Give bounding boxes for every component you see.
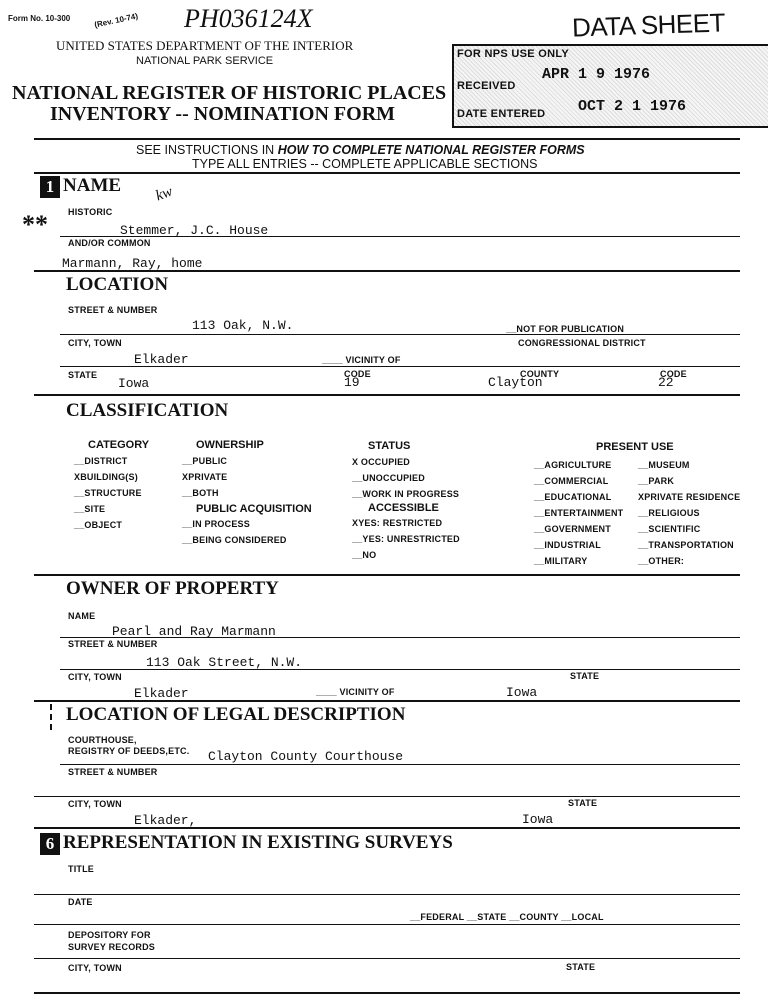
use-agriculture: __AGRICULTURE bbox=[534, 460, 612, 470]
legal-city-value: Elkader, bbox=[134, 813, 197, 828]
category-object: __OBJECT bbox=[74, 520, 123, 530]
owner-name-value: Pearl and Ray Marmann bbox=[112, 624, 276, 639]
data-sheet-label: DATA SHEET bbox=[571, 7, 726, 43]
county-label: COUNTY bbox=[520, 369, 560, 379]
legal-street-label: STREET & NUMBER bbox=[68, 767, 158, 777]
use-educational: __EDUCATIONAL bbox=[534, 492, 612, 502]
street-line bbox=[60, 334, 740, 335]
use-private-residence: XPRIVATE RESIDENCE bbox=[638, 492, 741, 502]
location-section-heading: LOCATION bbox=[66, 274, 169, 295]
department-name: UNITED STATES DEPARTMENT OF THE INTERIOR bbox=[56, 38, 354, 53]
ownership-private: XPRIVATE bbox=[182, 472, 228, 482]
instructions-prefix: SEE INSTRUCTIONS IN bbox=[136, 143, 278, 157]
owner-city-value: Elkader bbox=[134, 686, 189, 701]
use-park: __PARK bbox=[638, 476, 675, 486]
state-label: STATE bbox=[68, 370, 98, 380]
survey-levels: __FEDERAL __STATE __COUNTY __LOCAL bbox=[410, 912, 604, 922]
owner-state-value: Iowa bbox=[506, 685, 538, 700]
received-date-stamp: APR 1 9 1976 bbox=[542, 66, 651, 83]
legal-description-heading: LOCATION OF LEGAL DESCRIPTION bbox=[66, 704, 406, 725]
status-occupied: X OCCUPIED bbox=[352, 457, 411, 467]
street-number-value: 113 Oak, N.W. bbox=[192, 318, 294, 333]
nps-box-heading: FOR NPS USE ONLY bbox=[457, 48, 569, 60]
registry-of-deeds-label: REGISTRY OF DEEDS,ETC. bbox=[68, 746, 190, 756]
instructions-line1 bbox=[136, 143, 585, 157]
owner-street-line bbox=[60, 669, 740, 670]
ownership-public: __PUBLIC bbox=[182, 456, 228, 466]
instructions-line2: TYPE ALL ENTRIES -- COMPLETE APPLICABLE SECTIONS bbox=[192, 157, 538, 171]
category-structure: __STRUCTURE bbox=[74, 488, 142, 498]
accessible-no: __NO bbox=[352, 550, 377, 560]
ownership-column bbox=[182, 439, 312, 548]
use-military: __MILITARY bbox=[534, 556, 588, 566]
margin-bracket-mark bbox=[50, 704, 52, 730]
survey-state-label: STATE bbox=[566, 962, 596, 972]
present-use-column-b bbox=[638, 457, 740, 569]
historic-label: HISTORIC bbox=[68, 207, 113, 217]
historic-name-value: Stemmer, J.C. House bbox=[120, 223, 269, 238]
state-value: Iowa bbox=[118, 376, 150, 391]
ownership-heading: OWNERSHIP bbox=[196, 439, 264, 451]
use-entertainment: __ENTERTAINMENT bbox=[534, 508, 624, 518]
category-heading: CATEGORY bbox=[88, 439, 150, 451]
form-number: Form No. 10-300 bbox=[8, 14, 71, 23]
present-use-column-a bbox=[534, 457, 623, 569]
courthouse-value: Clayton County Courthouse bbox=[208, 749, 404, 764]
form-title-line1: NATIONAL REGISTER OF HISTORIC PLACES bbox=[12, 82, 447, 104]
accessible-yes-unrestricted: __YES: UNRESTRICTED bbox=[352, 534, 460, 544]
category-site: __SITE bbox=[74, 504, 106, 514]
county-code-value: 22 bbox=[658, 375, 674, 390]
depository-label-line1: DEPOSITORY FOR bbox=[68, 930, 151, 940]
category-column bbox=[74, 439, 149, 533]
city-value: Elkader bbox=[134, 352, 189, 367]
county-value: Clayton bbox=[488, 375, 543, 390]
name-section-title: NAME bbox=[63, 175, 122, 196]
use-museum: __MUSEUM bbox=[638, 460, 690, 470]
use-other: __OTHER: bbox=[638, 556, 685, 566]
classification-section-bottom bbox=[34, 574, 740, 576]
state-code-value: 19 bbox=[344, 375, 360, 390]
present-use-heading: PRESENT USE bbox=[596, 441, 674, 453]
status-work-in-progress: __WORK IN PROGRESS bbox=[352, 489, 460, 499]
owner-vicinity-text: VICINITY OF bbox=[339, 687, 395, 697]
form-title-line2: INVENTORY -- NOMINATION FORM bbox=[50, 103, 396, 125]
ownership-both: __BOTH bbox=[182, 488, 219, 498]
name-section-heading bbox=[40, 175, 121, 198]
name-section-bottom bbox=[34, 270, 740, 272]
surveys-section-heading bbox=[40, 832, 453, 855]
acquisition-being-considered: __BEING CONSIDERED bbox=[182, 535, 287, 545]
instructions-divider bbox=[34, 172, 740, 174]
owner-state-label: STATE bbox=[570, 671, 600, 681]
use-government: __GOVERNMENT bbox=[534, 524, 611, 534]
legal-state-value: Iowa bbox=[522, 812, 554, 827]
use-religious: __RELIGIOUS bbox=[638, 508, 700, 518]
status-column bbox=[352, 440, 460, 563]
surveys-section-bottom bbox=[34, 992, 740, 994]
owner-name-line bbox=[60, 637, 740, 638]
category-buildings: XBUILDING(S) bbox=[74, 472, 138, 482]
street-number-label: STREET & NUMBER bbox=[68, 305, 158, 315]
surveys-section-title: REPRESENTATION IN EXISTING SURVEYS bbox=[63, 832, 453, 853]
not-for-publication: __NOT FOR PUBLICATION bbox=[506, 324, 625, 334]
date-entered-stamp: OCT 2 1 1976 bbox=[578, 98, 687, 115]
legal-street-line bbox=[34, 796, 740, 797]
owner-street-label: STREET & NUMBER bbox=[68, 639, 158, 649]
owner-street-value: 113 Oak Street, N.W. bbox=[146, 655, 303, 670]
use-scientific: __SCIENTIFIC bbox=[638, 524, 701, 534]
owner-city-label: CITY, TOWN bbox=[68, 672, 122, 682]
accessible-yes-restricted: XYES: RESTRICTED bbox=[352, 518, 443, 528]
public-acquisition-heading: PUBLIC ACQUISITION bbox=[196, 503, 312, 515]
accessible-heading: ACCESSIBLE bbox=[368, 502, 439, 514]
common-name-value: Marmann, Ray, home bbox=[62, 256, 203, 271]
county-code-label: CODE bbox=[660, 369, 687, 379]
status-heading: STATUS bbox=[368, 440, 411, 452]
section-number-1: 1 bbox=[40, 176, 60, 198]
use-commercial: __COMMERCIAL bbox=[534, 476, 609, 486]
city-town-label: CITY, TOWN bbox=[68, 338, 122, 348]
category-district: __DISTRICT bbox=[74, 456, 128, 466]
handwritten-reference-number: PH036124X bbox=[184, 4, 313, 33]
courthouse-line bbox=[60, 764, 740, 765]
survey-city-label: CITY, TOWN bbox=[68, 963, 122, 973]
depository-label-line2: SURVEY RECORDS bbox=[68, 942, 155, 952]
owner-name-label: NAME bbox=[68, 611, 96, 621]
status-unoccupied: __UNOCCUPIED bbox=[352, 473, 425, 483]
legal-section-bottom bbox=[34, 827, 740, 829]
historic-line bbox=[60, 236, 740, 237]
section-number-6: 6 bbox=[40, 833, 60, 855]
congressional-district-label: CONGRESSIONAL DISTRICT bbox=[518, 338, 646, 348]
state-code-label: CODE bbox=[344, 369, 371, 379]
use-transportation: __TRANSPORTATION bbox=[638, 540, 734, 550]
owner-section-heading: OWNER OF PROPERTY bbox=[66, 578, 279, 599]
date-entered-label: DATE ENTERED bbox=[457, 108, 546, 120]
classification-section-heading: CLASSIFICATION bbox=[66, 400, 229, 421]
survey-date-line bbox=[34, 924, 740, 925]
legal-state-label: STATE bbox=[568, 798, 598, 808]
city-line bbox=[60, 366, 740, 367]
location-section-bottom bbox=[34, 394, 740, 396]
header-divider bbox=[34, 138, 740, 140]
survey-title-line bbox=[34, 894, 740, 895]
survey-title-label: TITLE bbox=[68, 864, 94, 874]
owner-section-bottom bbox=[34, 700, 740, 702]
acquisition-in-process: __IN PROCESS bbox=[182, 519, 250, 529]
vicinity-of-text: VICINITY OF bbox=[345, 355, 401, 365]
courthouse-label: COURTHOUSE, bbox=[68, 735, 137, 745]
owner-vicinity-of: ____ VICINITY OF bbox=[316, 687, 395, 697]
legal-city-label: CITY, TOWN bbox=[68, 799, 122, 809]
handwritten-initials: kw bbox=[153, 183, 175, 205]
survey-date-label: DATE bbox=[68, 897, 93, 907]
form-revision: (Rev. 10-74) bbox=[93, 11, 139, 30]
service-name: NATIONAL PARK SERVICE bbox=[136, 55, 274, 67]
instructions-guide-title: HOW TO COMPLETE NATIONAL REGISTER FORMS bbox=[277, 143, 585, 157]
margin-asterisks: ** bbox=[22, 210, 48, 239]
common-name-label: AND/OR COMMON bbox=[68, 238, 151, 248]
use-industrial: __INDUSTRIAL bbox=[534, 540, 601, 550]
depository-line bbox=[34, 958, 740, 959]
received-label: RECEIVED bbox=[457, 80, 516, 92]
nps-use-only-box bbox=[452, 44, 768, 128]
vicinity-of-label: ____ VICINITY OF bbox=[322, 355, 401, 365]
